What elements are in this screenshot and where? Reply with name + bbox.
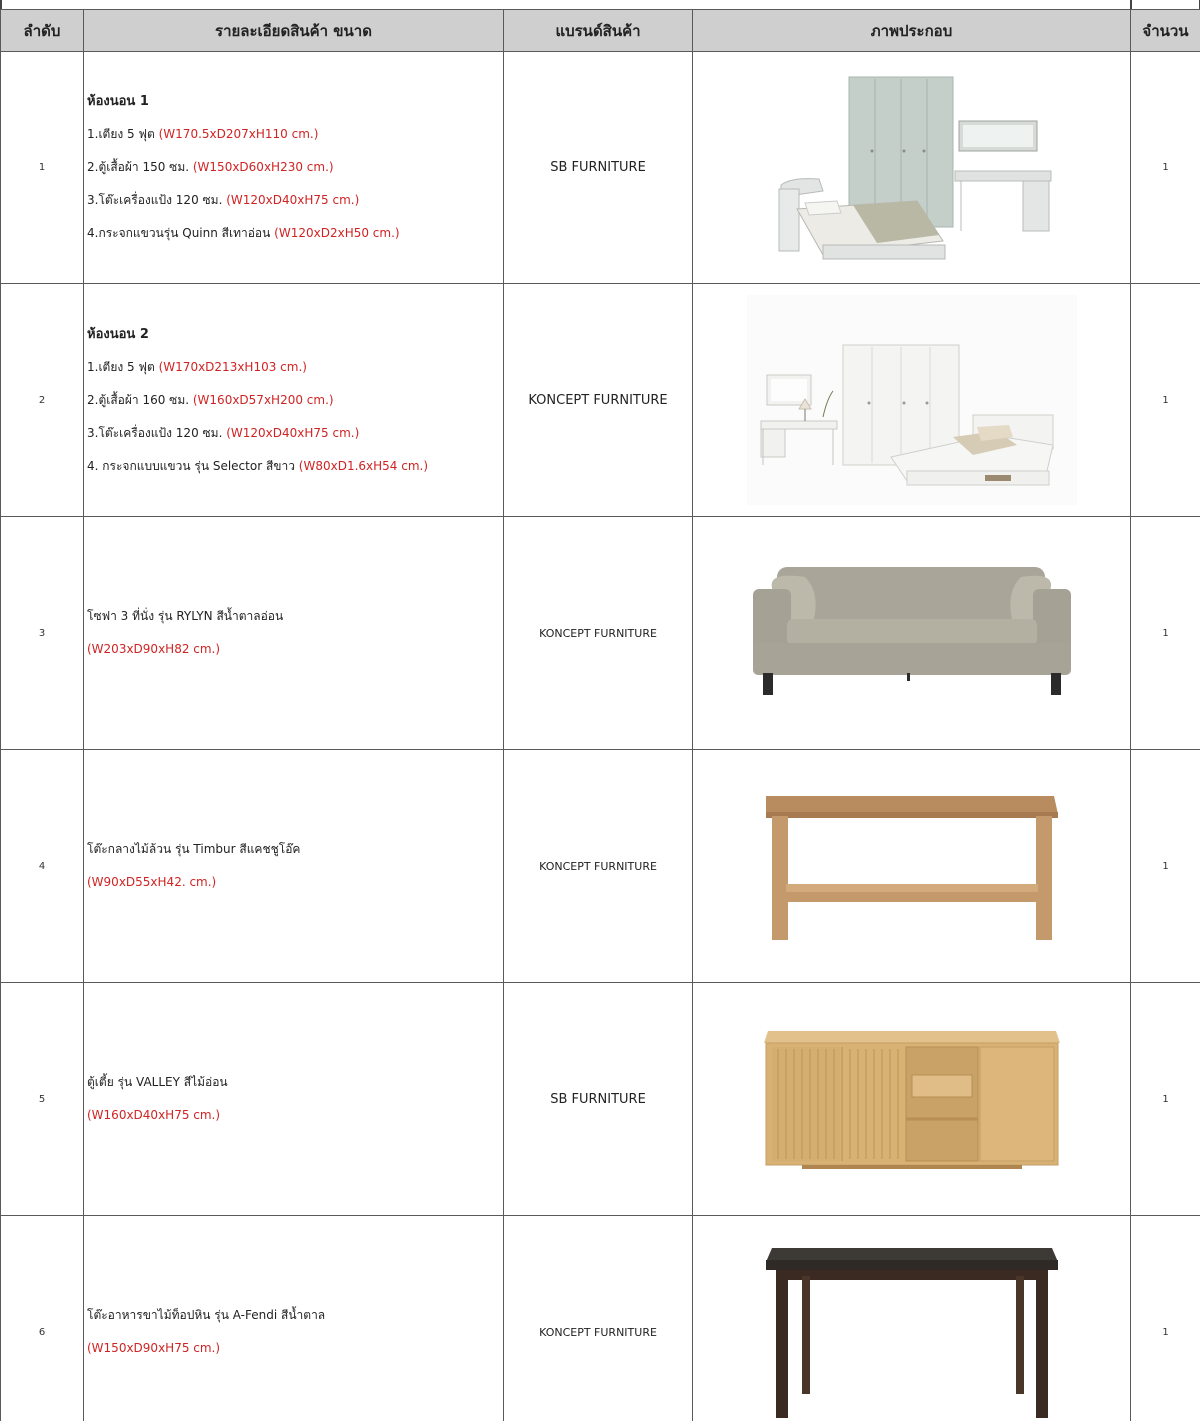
table-row [1,1216,1200,1421]
row-title: ห้องนอน 1 [87,94,149,109]
line-text: 1.เตียง 5 ฟุต [87,359,155,374]
line-dimension: (W120xD40xH75 cm.) [226,425,360,440]
line-text: 4. กระจกแบบแขวน รุ่น Selector สีขาว [87,458,295,473]
line-text: โซฟา 3 ที่นั่ง รุ่น RYLYN สีน้ำตาลอ่อน [87,609,284,623]
row-description [84,750,504,983]
line-dimension: (W160xD40xH75 cm.) [87,1108,221,1122]
low-cabinet-icon [762,1027,1062,1171]
row-description [84,517,504,750]
row-line [87,217,503,250]
row-line [87,600,503,633]
row-index: 1 [1,52,84,284]
row-line [87,151,503,184]
line-text: 1.เตียง 5 ฟุต [87,127,155,141]
line-text: 3.โต๊ะเครื่องแป้ง 120 ซม. [87,425,223,440]
table-row [1,284,1200,517]
row-line [87,351,503,384]
header-brand: แบรนด์สินค้า [504,10,693,52]
furniture-list-table [0,9,1200,1421]
line-dimension: (W170xD213xH103 cm.) [158,359,307,374]
line-dimension: (W150xD90xH75 cm.) [87,1341,221,1355]
line-text: 3.โต๊ะเครื่องแป้ง 120 ซม. [87,193,223,207]
header-row [1,10,1200,52]
line-text: โต๊ะกลางไม้ล้วน รุ่น Timbur สีแคชชูโอ๊ค [87,842,301,856]
header-description: รายละเอียดสินค้า ขนาด [84,10,504,52]
line-dimension: (W80xD1.6xH54 cm.) [298,458,429,473]
row-index: 5 [1,983,84,1216]
row-line [87,450,503,483]
row-line [87,118,503,151]
line-text: 4.กระจกแขวนรุ่น Quinn สีเทาอ่อน [87,226,275,240]
row-title: ห้องนอน 2 [87,326,149,342]
dining-table-icon [762,1242,1062,1421]
row-illustration [693,284,1131,517]
row-line [87,1099,503,1132]
row-brand: KONCEPT FURNITURE [504,284,693,517]
row-description [84,284,504,517]
row-quantity: 1 [1131,750,1200,983]
line-text: โต๊ะอาหารขาไม้ท็อปหิน รุ่น A-Fendi สีน้ำตาล [87,1308,326,1322]
row-line [87,1066,503,1099]
row-description [84,983,504,1216]
row-description [84,52,504,284]
line-dimension: (W120xD40xH75 cm.) [226,193,360,207]
line-text: 2.ตู้เสื้อผ้า 160 ซม. [87,392,190,407]
line-dimension: (W160xD57xH200 cm.) [192,392,334,407]
coffee-table-icon [762,788,1062,944]
row-brand: KONCEPT FURNITURE [504,517,693,750]
row-illustration [693,750,1131,983]
sofa-icon [747,563,1077,703]
row-line [87,1299,503,1332]
row-line [87,1332,503,1365]
row-brand: SB FURNITURE [504,52,693,284]
row-illustration [693,52,1131,284]
row-quantity: 1 [1131,1216,1200,1421]
table-row [1,52,1200,284]
column-divider-tick [1130,0,1132,9]
header-quantity: จำนวน [1131,10,1200,52]
header-index: ลำดับ [1,10,84,52]
header-illustration: ภาพประกอบ [693,10,1131,52]
bedroom-set-white-icon [747,295,1077,505]
line-text: 2.ตู้เสื้อผ้า 150 ซม. [87,160,190,174]
table-row [1,517,1200,750]
row-line [87,384,503,417]
line-dimension: (W170.5xD207xH110 cm.) [158,127,319,141]
row-line [87,184,503,217]
row-quantity: 1 [1131,517,1200,750]
row-index: 2 [1,284,84,517]
table-row [1,983,1200,1216]
row-line [87,633,503,666]
row-description [84,1216,504,1421]
row-illustration [693,517,1131,750]
line-text: ตู้เตี้ย รุ่น VALLEY สีไม้อ่อน [87,1075,228,1089]
top-border-strip [0,0,1200,9]
row-quantity: 1 [1131,983,1200,1216]
row-index: 4 [1,750,84,983]
row-line [87,866,503,899]
row-index: 3 [1,517,84,750]
line-dimension: (W120xD2xH50 cm.) [274,226,400,240]
row-illustration [693,983,1131,1216]
row-brand: KONCEPT FURNITURE [504,750,693,983]
bedroom-set-grey-icon [767,73,1057,263]
row-brand: SB FURNITURE [504,983,693,1216]
row-line [87,833,503,866]
row-index: 6 [1,1216,84,1421]
row-illustration [693,1216,1131,1421]
table-row [1,750,1200,983]
line-dimension: (W90xD55xH42. cm.) [87,875,217,889]
row-line [87,417,503,450]
line-dimension: (W203xD90xH82 cm.) [87,642,221,656]
row-quantity: 1 [1131,284,1200,517]
row-brand: KONCEPT FURNITURE [504,1216,693,1421]
line-dimension: (W150xD60xH230 cm.) [192,160,334,174]
row-quantity: 1 [1131,52,1200,284]
